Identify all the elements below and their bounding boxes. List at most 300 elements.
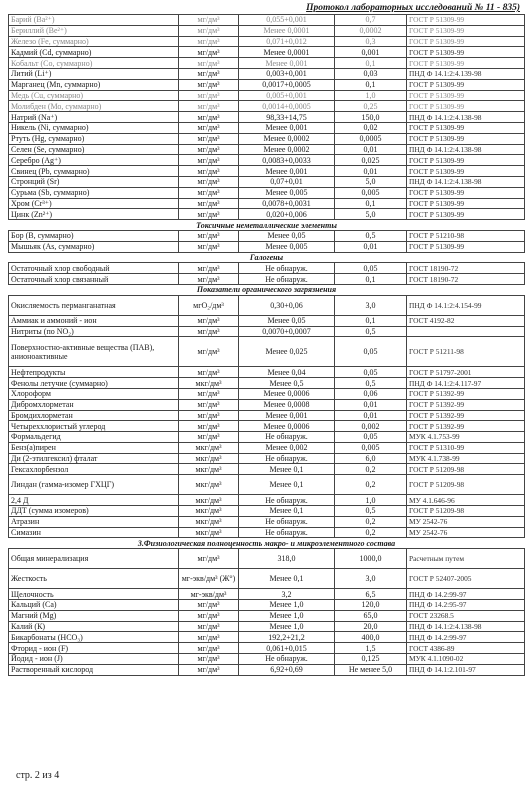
table-row — [9, 410, 525, 421]
method-cell: МУ 4.1.646-96 — [407, 495, 525, 506]
unit-cell: мг/дм³ — [179, 326, 239, 337]
unit-cell: мг/дм³ — [179, 198, 239, 209]
norm-cell: 0,001 — [335, 47, 407, 58]
table-row — [9, 155, 525, 166]
indicator-name: Кадмий (Cd, суммарно) — [9, 47, 179, 58]
method-cell: ПНД Ф 14.2:99-97 — [407, 632, 525, 643]
unit-cell: мг/дм³ — [179, 58, 239, 69]
norm-cell: 1,0 — [335, 90, 407, 101]
method-cell: ГОСТ Р 51309-99 — [407, 155, 525, 166]
unit-cell: мг/дм³ — [179, 432, 239, 443]
indicator-name: Барий (Ва²⁺) — [9, 15, 179, 26]
unit-cell: мг/дм³ — [179, 621, 239, 632]
table-row — [9, 144, 525, 155]
norm-cell: 0,01 — [335, 144, 407, 155]
result-cell: Не обнаруж. — [239, 274, 335, 285]
method-cell: ПНД Ф 14.1:2.101-97 — [407, 664, 525, 675]
unit-cell: мкг/дм³ — [179, 475, 239, 495]
table-row — [9, 79, 525, 90]
method-cell: ГОСТ Р 51309-99 — [407, 25, 525, 36]
result-cell: 0,07+0,01 — [239, 176, 335, 187]
unit-cell: мкг/дм³ — [179, 464, 239, 475]
indicator-name: Хром (Cr³⁺) — [9, 198, 179, 209]
indicator-name: ДДТ (сумма изомеров) — [9, 506, 179, 517]
section-heading: Галогены — [9, 252, 525, 263]
indicator-name: Железо (Fe, суммарно) — [9, 36, 179, 47]
indicator-name: Кальций (Са) — [9, 600, 179, 611]
unit-cell: мг/дм³ — [179, 25, 239, 36]
norm-cell: 0,1 — [335, 274, 407, 285]
method-cell: ПНД Ф 14.1:2:4.138-98 — [407, 621, 525, 632]
unit-cell: мг/дм³ — [179, 654, 239, 665]
unit-cell: мг/дм³ — [179, 68, 239, 79]
result-cell: Менее 0,0008 — [239, 399, 335, 410]
unit-cell: мкг/дм³ — [179, 516, 239, 527]
table-row — [9, 101, 525, 112]
unit-cell: мкг/дм³ — [179, 495, 239, 506]
indicator-name: Бериллий (Ве²⁺) — [9, 25, 179, 36]
result-cell: Менее 0,05 — [239, 230, 335, 241]
unit-cell: мг/дм³ — [179, 600, 239, 611]
unit-cell: мг/дм³ — [179, 112, 239, 123]
unit-cell: мгО₂/дм³ — [179, 295, 239, 315]
result-cell: Менее 0,001 — [239, 410, 335, 421]
table-row — [9, 122, 525, 133]
norm-cell: 0,02 — [335, 122, 407, 133]
result-cell: Менее 0,001 — [239, 122, 335, 133]
method-cell: ГОСТ Р 51309-99 — [407, 15, 525, 26]
norm-cell: 0,0005 — [335, 133, 407, 144]
table-row — [9, 421, 525, 432]
norm-cell: 0,2 — [335, 516, 407, 527]
unit-cell: мг-экв/дм³ — [179, 589, 239, 600]
method-cell: Расчетным путем — [407, 549, 525, 569]
norm-cell: 0,0002 — [335, 25, 407, 36]
norm-cell: 0,1 — [335, 79, 407, 90]
indicator-name: Бромдихлорметан — [9, 410, 179, 421]
result-cell: Не обнаруж. — [239, 432, 335, 443]
table-row — [9, 230, 525, 241]
table-row — [9, 166, 525, 177]
section-heading-row — [9, 538, 525, 549]
table-row — [9, 610, 525, 621]
indicator-name: Магний (Mg) — [9, 610, 179, 621]
norm-cell: 0,05 — [335, 432, 407, 443]
unit-cell: мг/дм³ — [179, 144, 239, 155]
result-cell: Не обнаруж. — [239, 516, 335, 527]
method-cell: ГОСТ Р 51309-99 — [407, 79, 525, 90]
table-row — [9, 187, 525, 198]
result-cell: Не обнаруж. — [239, 527, 335, 538]
table-row — [9, 589, 525, 600]
method-cell: ГОСТ Р 51309-99 — [407, 47, 525, 58]
result-cell: Менее 0,002 — [239, 442, 335, 453]
result-cell: Не обнаруж. — [239, 263, 335, 274]
unit-cell: мг/дм³ — [179, 263, 239, 274]
indicator-name: Симазин — [9, 527, 179, 538]
result-cell: Менее 1,0 — [239, 621, 335, 632]
section-heading: 3.Физиологическая полноценность макро- и микроэлементного состава — [9, 538, 525, 549]
table-row — [9, 133, 525, 144]
result-cell: Менее 0,1 — [239, 464, 335, 475]
page-number: стр. 2 из 4 — [16, 770, 60, 781]
result-cell: Менее 0,025 — [239, 337, 335, 367]
table-row — [9, 241, 525, 252]
method-cell: ГОСТ 23268.5 — [407, 610, 525, 621]
indicator-name: Йодид - ион (J) — [9, 654, 179, 665]
table-row — [9, 664, 525, 675]
unit-cell: мг/дм³ — [179, 166, 239, 177]
table-row — [9, 209, 525, 220]
method-cell: ПНД Ф 14.1:2:4.138-98 — [407, 112, 525, 123]
unit-cell: мкг/дм³ — [179, 453, 239, 464]
unit-cell: мг/дм³ — [179, 410, 239, 421]
method-cell: ГОСТ Р 52407-2005 — [407, 569, 525, 589]
unit-cell: мг/дм³ — [179, 155, 239, 166]
norm-cell: 0,2 — [335, 527, 407, 538]
indicator-name: Формальдегид — [9, 432, 179, 443]
table-row — [9, 25, 525, 36]
unit-cell: мг/дм³ — [179, 36, 239, 47]
norm-cell: 0,2 — [335, 464, 407, 475]
result-cell: 0,005+0,001 — [239, 90, 335, 101]
table-row — [9, 475, 525, 495]
indicator-name: Нефтепродукты — [9, 367, 179, 378]
norm-cell: 0,05 — [335, 337, 407, 367]
method-cell: ПНД Ф 14.1:2:4.138-98 — [407, 144, 525, 155]
result-cell: 0,0083+0,0033 — [239, 155, 335, 166]
indicator-name: Марганец (Mn, суммарно) — [9, 79, 179, 90]
result-cell: Менее 0,1 — [239, 506, 335, 517]
table-row — [9, 58, 525, 69]
norm-cell: 120,0 — [335, 600, 407, 611]
norm-cell: 0,2 — [335, 475, 407, 495]
indicator-name: Молибден (Мо, суммарно) — [9, 101, 179, 112]
method-cell: ГОСТ Р 51209-98 — [407, 475, 525, 495]
result-cell: 0,055+0,001 — [239, 15, 335, 26]
section-heading-row — [9, 220, 525, 231]
unit-cell: мг/дм³ — [179, 176, 239, 187]
result-cell: Менее 0,05 — [239, 315, 335, 326]
table-row — [9, 453, 525, 464]
norm-cell: 5,0 — [335, 209, 407, 220]
unit-cell: мг-экв/дм³ (Ж°) — [179, 569, 239, 589]
norm-cell: 150,0 — [335, 112, 407, 123]
indicator-name: Четыреххлористый углерод — [9, 421, 179, 432]
result-cell: 192,2+21,2 — [239, 632, 335, 643]
result-cell: Менее 0,001 — [239, 166, 335, 177]
indicator-name: Литий (Li⁺) — [9, 68, 179, 79]
indicator-name: Дибромхлорметан — [9, 399, 179, 410]
table-row — [9, 527, 525, 538]
result-cell: Менее 0,0006 — [239, 388, 335, 399]
unit-cell: мг/дм³ — [179, 399, 239, 410]
unit-cell: мг/дм³ — [179, 79, 239, 90]
method-cell: ГОСТ Р 51309-99 — [407, 209, 525, 220]
method-cell: ГОСТ Р 51309-99 — [407, 122, 525, 133]
unit-cell: мкг/дм³ — [179, 378, 239, 389]
table-row — [9, 337, 525, 367]
indicator-name: Никель (Ni, суммарно) — [9, 122, 179, 133]
method-cell: ГОСТ Р 51309-99 — [407, 90, 525, 101]
result-cell: 6,92+0,69 — [239, 664, 335, 675]
result-cell: Менее 1,0 — [239, 610, 335, 621]
unit-cell: мг/дм³ — [179, 241, 239, 252]
method-cell: МУК 4.1.753-99 — [407, 432, 525, 443]
norm-cell: 0,01 — [335, 410, 407, 421]
result-cell: 0,30+0,06 — [239, 295, 335, 315]
table-row — [9, 569, 525, 589]
indicator-name: Атразин — [9, 516, 179, 527]
method-cell: ГОСТ Р 51392-99 — [407, 421, 525, 432]
method-cell: ГОСТ 18190-72 — [407, 263, 525, 274]
unit-cell: мг/дм³ — [179, 230, 239, 241]
norm-cell: 0,05 — [335, 263, 407, 274]
table-row — [9, 15, 525, 26]
table-row — [9, 367, 525, 378]
indicator-name: Ртуть (Hg, суммарно) — [9, 133, 179, 144]
indicator-name: Растворенный кислород — [9, 664, 179, 675]
protocol-header: Протокол лабораторных исследований № 11 - 835) — [306, 3, 520, 13]
norm-cell: 65,0 — [335, 610, 407, 621]
method-cell: ГОСТ 4386-89 — [407, 643, 525, 654]
method-cell: ГОСТ 4192-82 — [407, 315, 525, 326]
section-heading-row — [9, 252, 525, 263]
unit-cell: мг/дм³ — [179, 664, 239, 675]
norm-cell: 0,1 — [335, 58, 407, 69]
indicator-name: Аммиак и аммоний - ион — [9, 315, 179, 326]
result-cell: 0,020+0,006 — [239, 209, 335, 220]
norm-cell: 0,025 — [335, 155, 407, 166]
table-row — [9, 399, 525, 410]
indicator-name: Щелочность — [9, 589, 179, 600]
indicator-name: Кобальт (Со, суммарно) — [9, 58, 179, 69]
protocol-page — [4, 2, 526, 676]
method-cell: ГОСТ Р 51310-99 — [407, 442, 525, 453]
norm-cell: 3,0 — [335, 569, 407, 589]
result-cell: Менее 0,1 — [239, 569, 335, 589]
method-cell: ГОСТ Р 51797-2001 — [407, 367, 525, 378]
norm-cell: Не менее 5,0 — [335, 664, 407, 675]
result-cell: 0,061+0,015 — [239, 643, 335, 654]
norm-cell: 1000,0 — [335, 549, 407, 569]
norm-cell: 6,0 — [335, 453, 407, 464]
indicator-name: Хлороформ — [9, 388, 179, 399]
unit-cell: мкг/дм³ — [179, 527, 239, 538]
unit-cell: мг/дм³ — [179, 274, 239, 285]
indicator-name: Стронций (Sr) — [9, 176, 179, 187]
norm-cell: 1,0 — [335, 495, 407, 506]
indicator-name: Окисляемость перманганатная — [9, 295, 179, 315]
table-row — [9, 263, 525, 274]
unit-cell: мг/дм³ — [179, 187, 239, 198]
table-row — [9, 442, 525, 453]
method-cell: ГОСТ Р 51309-99 — [407, 187, 525, 198]
unit-cell: мг/дм³ — [179, 133, 239, 144]
norm-cell: 0,06 — [335, 388, 407, 399]
result-cell: 0,071+0,012 — [239, 36, 335, 47]
result-cell: 3,2 — [239, 589, 335, 600]
unit-cell: мкг/дм³ — [179, 442, 239, 453]
method-cell: ПНД Ф 14.1:2:4.138-98 — [407, 176, 525, 187]
table-row — [9, 388, 525, 399]
result-cell: Менее 0,005 — [239, 241, 335, 252]
method-cell: ГОСТ Р 51210-98 — [407, 230, 525, 241]
indicator-name: Фторид - ион (F) — [9, 643, 179, 654]
unit-cell: мг/дм³ — [179, 610, 239, 621]
result-cell: Менее 0,1 — [239, 475, 335, 495]
norm-cell: 0,5 — [335, 326, 407, 337]
table-row — [9, 464, 525, 475]
indicator-name: Медь (Cu, суммарно) — [9, 90, 179, 101]
method-cell: ПНД Ф 14.1:2:4.117-97 — [407, 378, 525, 389]
result-cell: 0,0017+0,0005 — [239, 79, 335, 90]
norm-cell: 0,002 — [335, 421, 407, 432]
norm-cell: 0,005 — [335, 187, 407, 198]
result-cell: Менее 0,5 — [239, 378, 335, 389]
method-cell: ГОСТ 18190-72 — [407, 274, 525, 285]
table-row — [9, 632, 525, 643]
indicator-name: Бор (В, суммарно) — [9, 230, 179, 241]
method-cell: ГОСТ Р 51392-99 — [407, 410, 525, 421]
result-cell: Менее 0,04 — [239, 367, 335, 378]
norm-cell: 0,01 — [335, 166, 407, 177]
table-row — [9, 432, 525, 443]
unit-cell: мг/дм³ — [179, 549, 239, 569]
unit-cell: мг/дм³ — [179, 337, 239, 367]
method-cell: ГОСТ Р 51309-99 — [407, 58, 525, 69]
results-table — [8, 14, 525, 676]
unit-cell: мг/дм³ — [179, 632, 239, 643]
indicator-name: Фенолы летучие (суммарно) — [9, 378, 179, 389]
table-row — [9, 516, 525, 527]
norm-cell: 6,5 — [335, 589, 407, 600]
result-cell: 318,0 — [239, 549, 335, 569]
table-row — [9, 495, 525, 506]
indicator-name: Линдан (гамма-изомер ГХЦГ) — [9, 475, 179, 495]
result-cell: 0,0014+0,0005 — [239, 101, 335, 112]
method-cell: ПНД Ф 14.2:99-97 — [407, 589, 525, 600]
table-row — [9, 315, 525, 326]
section-heading: Показатели органического загрязнения — [9, 284, 525, 295]
unit-cell: мг/дм³ — [179, 388, 239, 399]
result-cell: 0,003+0,001 — [239, 68, 335, 79]
indicator-name: 2,4 Д — [9, 495, 179, 506]
result-cell: 98,33+14,75 — [239, 112, 335, 123]
norm-cell: 0,5 — [335, 230, 407, 241]
unit-cell: мкг/дм³ — [179, 506, 239, 517]
table-row — [9, 274, 525, 285]
indicator-name: Цинк (Zn²⁺) — [9, 209, 179, 220]
norm-cell: 0,1 — [335, 315, 407, 326]
table-row — [9, 326, 525, 337]
unit-cell: мг/дм³ — [179, 421, 239, 432]
indicator-name: Гексахлорбензол — [9, 464, 179, 475]
method-cell: ГОСТ Р 51392-99 — [407, 399, 525, 410]
method-cell — [407, 326, 525, 337]
norm-cell: 0,01 — [335, 399, 407, 410]
method-cell: ПНД Ф 14.2:95-97 — [407, 600, 525, 611]
result-cell: Менее 1,0 — [239, 600, 335, 611]
unit-cell: мг/дм³ — [179, 15, 239, 26]
method-cell: ГОСТ Р 51309-99 — [407, 101, 525, 112]
method-cell: МУ 2542-76 — [407, 516, 525, 527]
table-row — [9, 112, 525, 123]
result-cell: Не обнаруж. — [239, 495, 335, 506]
method-cell: ГОСТ Р 51209-98 — [407, 506, 525, 517]
table-row — [9, 90, 525, 101]
unit-cell: мг/дм³ — [179, 122, 239, 133]
norm-cell: 5,0 — [335, 176, 407, 187]
indicator-name: Поверхностно-активные вещества (ПАВ), анионоактивные — [9, 337, 179, 367]
result-cell: Менее 0,0002 — [239, 133, 335, 144]
indicator-name: Нитриты (по NO₂) — [9, 326, 179, 337]
method-cell: ПНД Ф 14.1:2:4.139-98 — [407, 68, 525, 79]
unit-cell: мг/дм³ — [179, 209, 239, 220]
indicator-name: Ди (2-этилгексил) фталат — [9, 453, 179, 464]
method-cell: МУ 2542-76 — [407, 527, 525, 538]
table-row — [9, 621, 525, 632]
norm-cell: 0,01 — [335, 241, 407, 252]
unit-cell: мг/дм³ — [179, 47, 239, 58]
norm-cell: 0,1 — [335, 198, 407, 209]
table-row — [9, 600, 525, 611]
indicator-name: Свинец (Pb, суммарно) — [9, 166, 179, 177]
table-row — [9, 295, 525, 315]
norm-cell: 0,005 — [335, 442, 407, 453]
method-cell: ГОСТ Р 51209-98 — [407, 464, 525, 475]
table-row — [9, 47, 525, 58]
table-row — [9, 549, 525, 569]
unit-cell: мг/дм³ — [179, 90, 239, 101]
indicator-name: Серебро (Ag⁺) — [9, 155, 179, 166]
indicator-name: Мышьяк (As, суммарно) — [9, 241, 179, 252]
method-cell: ГОСТ Р 51309-99 — [407, 241, 525, 252]
section-heading-row — [9, 284, 525, 295]
method-cell: ГОСТ Р 51309-99 — [407, 133, 525, 144]
indicator-name: Натрий (Na⁺) — [9, 112, 179, 123]
norm-cell: 0,3 — [335, 36, 407, 47]
method-cell: ГОСТ Р 51309-99 — [407, 36, 525, 47]
unit-cell: мг/дм³ — [179, 101, 239, 112]
norm-cell: 0,03 — [335, 68, 407, 79]
result-cell: Менее 0,005 — [239, 187, 335, 198]
method-cell: ГОСТ Р 51309-99 — [407, 198, 525, 209]
result-cell: Менее 0,0002 — [239, 144, 335, 155]
result-cell: Менее 0,0001 — [239, 25, 335, 36]
method-cell: ГОСТ Р 51392-99 — [407, 388, 525, 399]
indicator-name: Бенз(а)пирен — [9, 442, 179, 453]
norm-cell: 0,5 — [335, 506, 407, 517]
results-table-body — [9, 15, 525, 676]
table-row — [9, 176, 525, 187]
method-cell: ГОСТ Р 51211-98 — [407, 337, 525, 367]
method-cell: МУК 4.1.738-99 — [407, 453, 525, 464]
table-row — [9, 378, 525, 389]
method-cell: ПНД Ф 14.1:2:4.154-99 — [407, 295, 525, 315]
norm-cell: 400,0 — [335, 632, 407, 643]
indicator-name: Остаточный хлор свободный — [9, 263, 179, 274]
table-row — [9, 654, 525, 665]
indicator-name: Бикарбонаты (НСО₃) — [9, 632, 179, 643]
method-cell: ГОСТ Р 51309-99 — [407, 166, 525, 177]
norm-cell: 0,7 — [335, 15, 407, 26]
result-cell: 0,0070+0,0007 — [239, 326, 335, 337]
norm-cell: 3,0 — [335, 295, 407, 315]
method-cell: МУК 4.1.1090-02 — [407, 654, 525, 665]
table-row — [9, 643, 525, 654]
unit-cell: мг/дм³ — [179, 367, 239, 378]
